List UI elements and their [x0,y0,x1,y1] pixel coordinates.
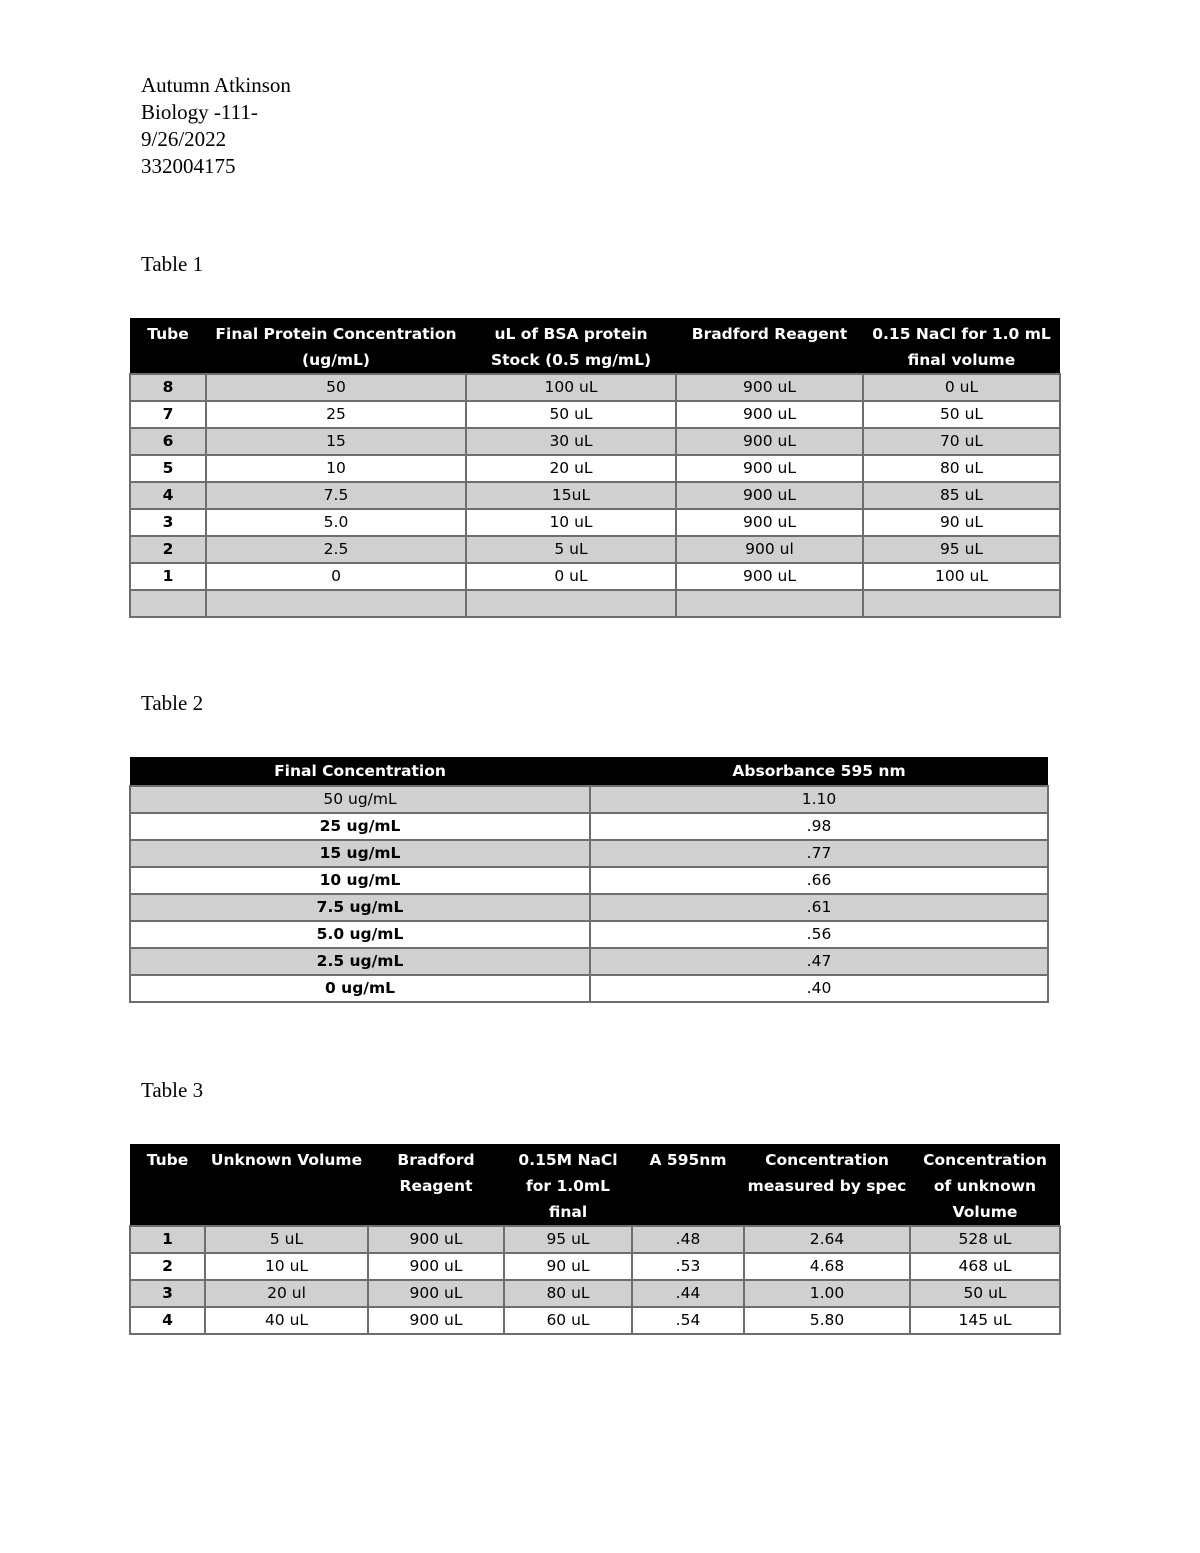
table2-cell: .40 [590,975,1048,1002]
table1-row [130,509,1060,536]
table3-cell: 50 uL [910,1280,1060,1307]
table1-cell: 900 uL [676,563,863,590]
table1 [129,318,1061,618]
table1-cell: 7.5 [206,482,466,509]
table1-cell: 5.0 [206,509,466,536]
table3-cell: .48 [632,1226,744,1253]
table1-row [130,590,1060,617]
table3-cell: 40 uL [205,1307,368,1334]
table1-cell: 90 uL [863,509,1060,536]
table2-cell: 50 ug/mL [130,786,590,813]
table2-cell: 0 ug/mL [130,975,590,1002]
table1-cell: 5 [130,455,206,482]
table1-cell: 25 [206,401,466,428]
table3-row [130,1280,1060,1307]
table2-row [130,975,1048,1002]
table1-cell: 7 [130,401,206,428]
table1-cell: 0 uL [466,563,676,590]
table1-header-bsa-stock: uL of BSA protein Stock (0.5 mg/mL) [466,318,676,374]
table3-cell: 4 [130,1307,205,1334]
table2-row [130,867,1048,894]
table3-header-concentration-unknown: Concentration of unknown Volume [910,1144,1060,1226]
table1-cell: 900 uL [676,428,863,455]
table3-row [130,1253,1060,1280]
table3-header-bradford-reagent: Bradford Reagent [368,1144,504,1226]
table3-cell: 145 uL [910,1307,1060,1334]
table3-row [130,1307,1060,1334]
table3-cell: 5 uL [205,1226,368,1253]
table2-cell: .47 [590,948,1048,975]
table1-row [130,563,1060,590]
table1-row [130,401,1060,428]
table2-cell: 25 ug/mL [130,813,590,840]
table1-cell: 50 [206,374,466,401]
table1-row [130,536,1060,563]
table3-cell: 900 uL [368,1280,504,1307]
table2-cell: 5.0 ug/mL [130,921,590,948]
table1-cell: 30 uL [466,428,676,455]
table2-row [130,786,1048,813]
table1-cell: 8 [130,374,206,401]
table1-header-final-protein-concentration: Final Protein Concentration (ug/mL) [206,318,466,374]
table3-header-tube: Tube [130,1144,205,1226]
table1-row [130,428,1060,455]
table1-header-bradford-reagent: Bradford Reagent [676,318,863,374]
table3-cell: 90 uL [504,1253,632,1280]
table2-cell: 10 ug/mL [130,867,590,894]
table2-row [130,813,1048,840]
table1-cell: 50 uL [863,401,1060,428]
table2-cell: 2.5 ug/mL [130,948,590,975]
table2-cell: .56 [590,921,1048,948]
table3-header-unknown-volume: Unknown Volume [205,1144,368,1226]
table1-cell [206,590,466,617]
table1-cell: 95 uL [863,536,1060,563]
table2-cell: .98 [590,813,1048,840]
table3-cell: 900 uL [368,1253,504,1280]
table1-cell: 15 [206,428,466,455]
table1-row [130,482,1060,509]
table3-cell: 900 uL [368,1226,504,1253]
table3 [129,1144,1061,1335]
table1-row [130,455,1060,482]
table3-cell: 20 ul [205,1280,368,1307]
table1-cell: 80 uL [863,455,1060,482]
table3-cell: .54 [632,1307,744,1334]
table1-cell: 6 [130,428,206,455]
table1-header-nacl: 0.15 NaCl for 1.0 mL final volume [863,318,1060,374]
course-name: Biology -111- [141,100,258,124]
table1-cell: 15uL [466,482,676,509]
table1-row [130,374,1060,401]
table1-cell: 2 [130,536,206,563]
table3-header-nacl: 0.15M NaCl for 1.0mL final [504,1144,632,1226]
table1-caption: Table 1 [141,252,204,276]
table3-cell: 1 [130,1226,205,1253]
table1-cell: 70 uL [863,428,1060,455]
document-header [141,72,291,180]
table3-cell: 5.80 [744,1307,910,1334]
document-date: 9/26/2022 [141,127,227,151]
table3-cell: 1.00 [744,1280,910,1307]
table1-cell: 1 [130,563,206,590]
table1-cell: 100 uL [466,374,676,401]
table2-row [130,921,1048,948]
table2-cell: .77 [590,840,1048,867]
table1-cell [130,590,206,617]
table1-cell [863,590,1060,617]
table3-header-concentration-measured: Concentration measured by spec [744,1144,910,1226]
table2-cell: 1.10 [590,786,1048,813]
table3-cell: 3 [130,1280,205,1307]
table1-header-tube: Tube [130,318,206,374]
table3-cell: 2 [130,1253,205,1280]
table1-cell: 50 uL [466,401,676,428]
table1-cell: 900 uL [676,455,863,482]
table2-row [130,894,1048,921]
table1-cell: 85 uL [863,482,1060,509]
table2-cell: .61 [590,894,1048,921]
table1-cell: 900 uL [676,401,863,428]
table1-cell: 3 [130,509,206,536]
table3-cell: 80 uL [504,1280,632,1307]
table2-cell: 15 ug/mL [130,840,590,867]
table2-row [130,840,1048,867]
table1-cell: 2.5 [206,536,466,563]
table3-caption: Table 3 [141,1078,204,1102]
table1-cell: 10 uL [466,509,676,536]
table1-cell [466,590,676,617]
table3-cell: 60 uL [504,1307,632,1334]
table3-cell: 2.64 [744,1226,910,1253]
table3-cell: 10 uL [205,1253,368,1280]
table3-cell: 468 uL [910,1253,1060,1280]
table2-header-absorbance: Absorbance 595 nm [590,757,1048,786]
table1-cell: 0 uL [863,374,1060,401]
table3-cell: .53 [632,1253,744,1280]
student-name: Autumn Atkinson [141,73,291,97]
table3-row [130,1226,1060,1253]
table3-cell: 4.68 [744,1253,910,1280]
table1-cell: 5 uL [466,536,676,563]
table1-cell: 900 uL [676,374,863,401]
table1-cell: 900 ul [676,536,863,563]
table1-cell [676,590,863,617]
table1-cell: 0 [206,563,466,590]
table1-cell: 20 uL [466,455,676,482]
table1-cell: 100 uL [863,563,1060,590]
table3-cell: 528 uL [910,1226,1060,1253]
student-id: 332004175 [141,154,236,178]
table2-cell: 7.5 ug/mL [130,894,590,921]
table1-cell: 900 uL [676,509,863,536]
table2-cell: .66 [590,867,1048,894]
table1-cell: 900 uL [676,482,863,509]
table3-cell: 900 uL [368,1307,504,1334]
table2-row [130,948,1048,975]
table2 [129,757,1049,1003]
table1-cell: 4 [130,482,206,509]
table3-cell: .44 [632,1280,744,1307]
table2-caption: Table 2 [141,691,204,715]
table1-cell: 10 [206,455,466,482]
table3-header-absorbance: A 595nm [632,1144,744,1226]
table2-header-final-concentration: Final Concentration [130,757,590,786]
table3-cell: 95 uL [504,1226,632,1253]
